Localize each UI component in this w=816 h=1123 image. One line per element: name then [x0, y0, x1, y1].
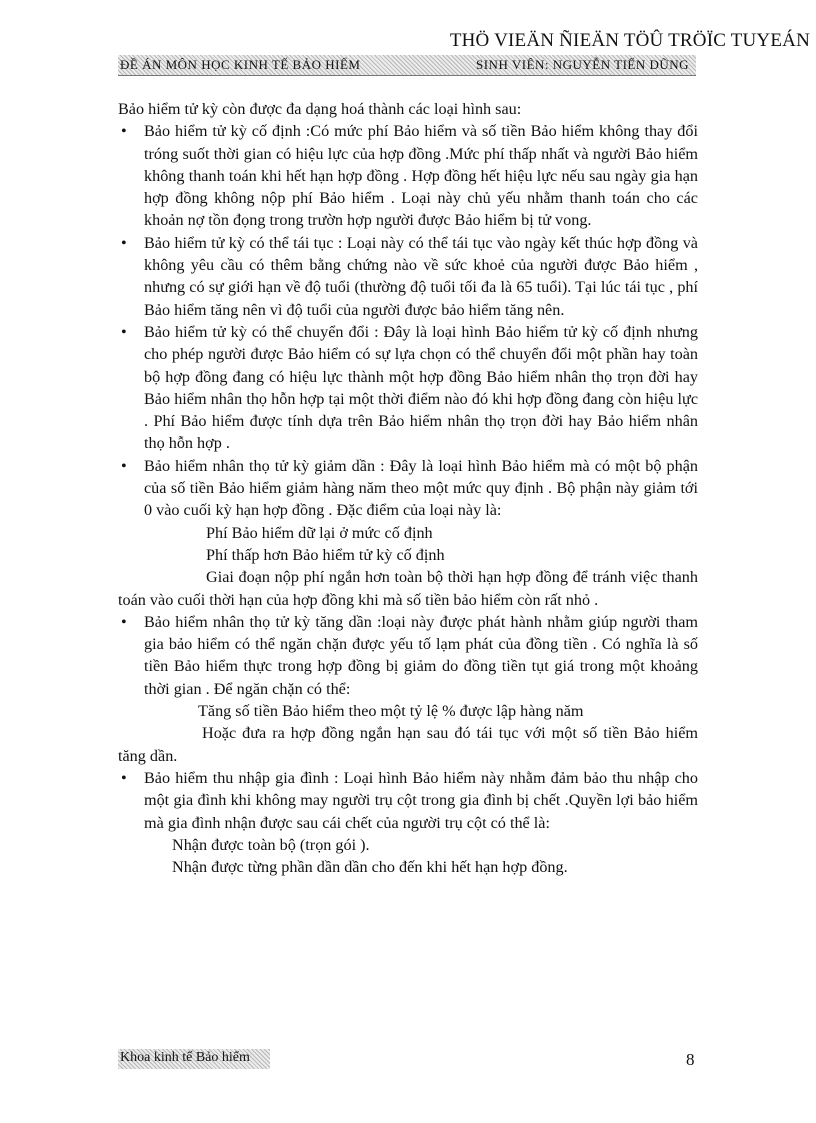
watermark-text: THÖ VIEÄN ÑIEÄN TÖÛ TRÖÏC TUYEÁN: [449, 30, 810, 51]
sub-item: Tăng số tiền Bảo hiểm theo một tỷ lệ % được lập hàng năm: [198, 702, 584, 721]
list-item: [118, 321, 698, 455]
list-item-text: Bảo hiểm tử kỳ có thể tái tục : Loại này có thể tái tục vào ngày kết thúc hợp đồng và không yêu cầu có thêm bằng chứng nào về sức khoẻ của người được Bảo hiểm , nhưng có sự giới hạn về độ tuổi (thường độ tuổi tối đa là 65 tuổi). Tại lúc tái tục , phí Bảo hiểm tăng nên vì độ tuổi của người được bảo hiểm tăng nên.: [144, 233, 698, 319]
sub-item: Phí Bảo hiểm dữ lại ở mức cố định: [206, 523, 433, 542]
list-item: [118, 232, 698, 321]
footer-faculty: Khoa kinh tế Bảo hiểm: [120, 1050, 250, 1065]
bullet-icon: •: [121, 612, 127, 631]
sub-paragraph: Hoặc đưa ra hợp đồng ngắn hạn sau đó tái tục với một số tiền Bảo hiểm tăng dần.: [118, 724, 698, 765]
list-item-text: Bảo hiểm tử kỳ cố định :Có mức phí Bảo hiểm và số tiền Bảo hiểm không thay đổi tróng suốt thời gian có hiệu lực của hợp đồng .Mức phí thấp nhất và người Bảo hiểm không thanh toán khi hết hạn hợp đồng . Hợp đồng hết hiệu lực nếu sau ngày gia hạn hợp đồng không nộp phí Bảo hiểm . Loại này chủ yếu nhằm thanh toán cho các khoản nợ tồn đọng trong trườn hợp người được Bảo hiểm bị tử vong.: [144, 122, 698, 230]
bullet-icon: •: [121, 322, 127, 341]
header-course-title: ĐỀ ÁN MÔN HỌC KINH TẾ BẢO HIỂM: [120, 57, 361, 72]
bullet-icon: •: [121, 122, 127, 141]
bullet-icon: •: [121, 456, 127, 475]
page-footer: [118, 1049, 270, 1069]
list-item-text: Bảo hiểm thu nhập gia đình : Loại hình Bảo hiểm này nhằm đảm bảo thu nhập cho một gia đình khi không may người trụ cột trong gia đình bị chết .Quyền lợi bảo hiểm mà gia đình nhận được sau cái chết của người trụ cột có thể là:: [144, 768, 698, 832]
header-student-name: SINH VIÊN: NGUYỄN TIẾN DŨNG: [476, 57, 690, 72]
list-item: [118, 120, 698, 231]
intro-paragraph: Bảo hiểm tử kỳ còn được đa dạng hoá thành các loại hình sau:: [118, 100, 522, 118]
page-number: 8: [686, 1050, 695, 1069]
sub-item: Nhận được từng phần dần dần cho đến khi hết hạn hợp đồng.: [172, 858, 568, 877]
list-item-text: Bảo hiểm nhân thọ tử kỳ tăng dần :loại này được phát hành nhằm giúp người tham gia bảo hiểm có thể ngăn chặn được yếu tố lạm phát của đồng tiền . Có nghĩa là số tiền Bảo hiểm thực trong hợp đồng bị giảm do đồng tiền tụt giá trong một khoảng thời gian . Để ngăn chặn có thể:: [144, 612, 698, 698]
sub-item: Nhận được toàn bộ (trọn gói ).: [172, 835, 370, 854]
list-item: [118, 611, 698, 700]
bullet-icon: •: [121, 768, 127, 787]
bullet-icon: •: [121, 233, 127, 252]
list-item: [118, 455, 698, 522]
page-header: [118, 55, 696, 76]
list-item-text: Bảo hiểm tử kỳ có thể chuyển đổi : Đây là loại hình Bảo hiểm tử kỳ cố định nhưng cho phép người được Bảo hiểm có sự lựa chọn có thể chuyển đổi một phần hay toàn bộ hợp đồng đang có hiệu lực thành một hợp đồng Bảo hiểm nhân thọ trọn đời hay Bảo hiểm nhân thọ hỗn hợp tại một thời điểm nào đó khi hợp đồng đang còn hiệu lực . Phí Bảo hiểm được tính dựa trên Bảo hiểm nhân thọ trọn đời hay Bảo hiểm nhân thọ hỗn hợp .: [144, 322, 698, 453]
sub-paragraph: Giai đoạn nộp phí ngắn hơn toàn bộ thời hạn hợp đồng để tránh việc thanh toán vào cuối thời hạn của hợp đồng khi mà số tiền bảo hiểm còn rất nhỏ .: [118, 568, 698, 609]
document-body: [118, 98, 698, 878]
sub-item: Phí thấp hơn Bảo hiểm tử kỳ cố định: [206, 545, 445, 564]
list-item: [118, 767, 698, 834]
list-item-text: Bảo hiểm nhân thọ tử kỳ giảm dần : Đây là loại hình Bảo hiểm mà có một bộ phận của số tiền Bảo hiểm giảm hàng năm theo một mức quy định . Bộ phận này giảm tới 0 vào cuối kỳ hạn hợp đồng . Đặc điểm của loại này là:: [144, 456, 698, 520]
